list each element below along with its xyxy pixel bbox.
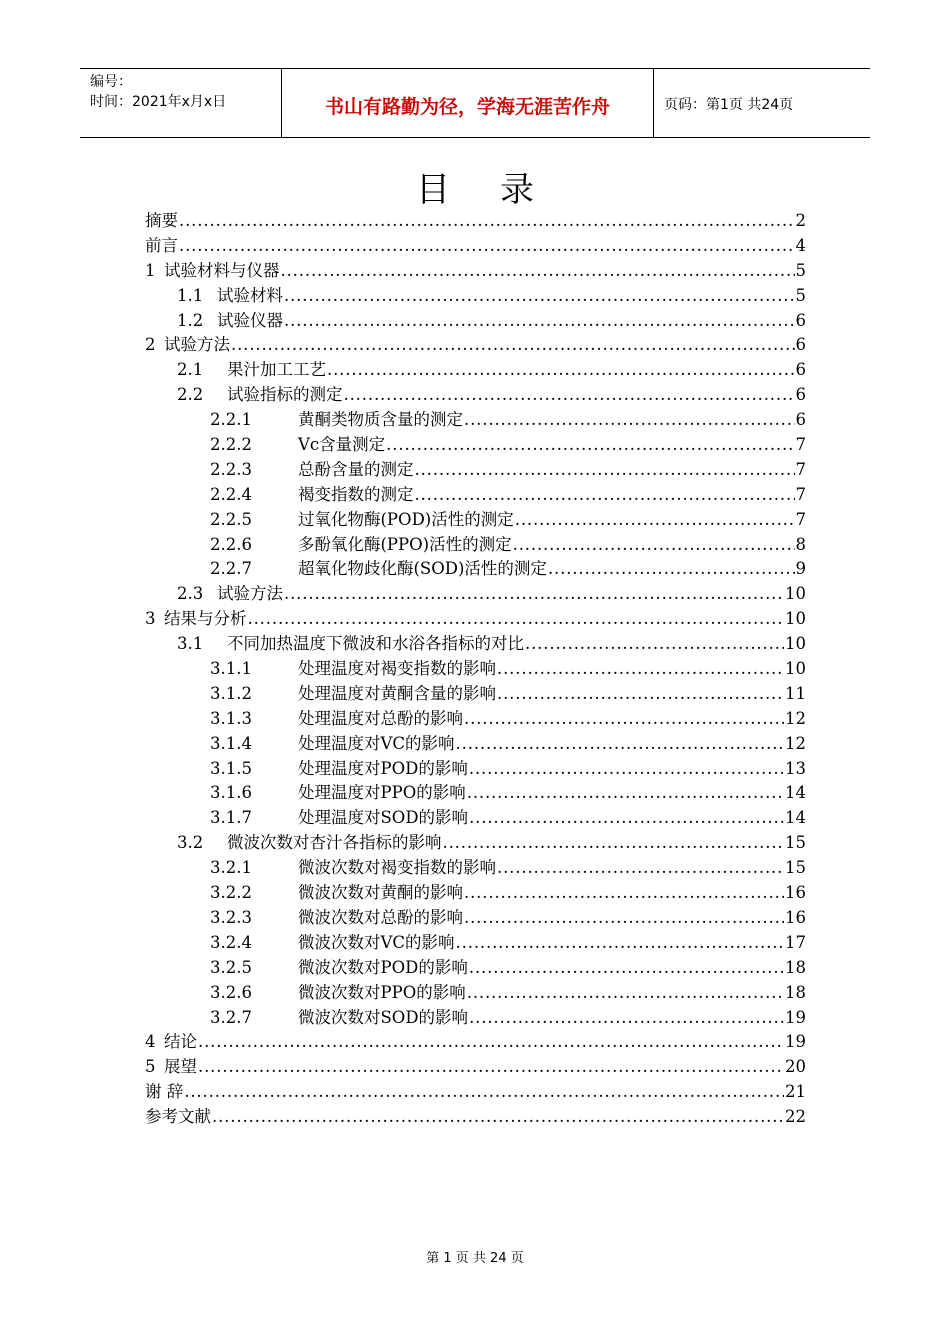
toc-entry-page: 16	[785, 907, 806, 927]
toc-entry-text: 试验指标的测定	[227, 385, 343, 405]
toc-entry-page: 18	[785, 957, 806, 977]
toc-entry-number: 3.1.6	[210, 783, 252, 803]
toc-entry-text: 黄酮类物质含量的测定	[298, 410, 463, 430]
toc-entry[interactable]	[145, 209, 806, 234]
toc-dot-leader	[230, 333, 795, 358]
toc-entry[interactable]	[145, 557, 806, 582]
toc-entry[interactable]	[145, 856, 806, 881]
toc-entry-number: 3.1.2	[210, 683, 252, 703]
toc-entry[interactable]	[145, 956, 806, 981]
toc-entry-number: 5	[145, 1057, 156, 1077]
toc-entry-number: 3.2.2	[210, 883, 252, 903]
toc-entry-number: 4	[145, 1032, 156, 1052]
toc-entry-number: 2.2.5	[210, 509, 252, 529]
toc-dot-leader	[496, 657, 784, 682]
toc-entry[interactable]	[145, 582, 806, 607]
toc-entry-label	[145, 1030, 197, 1055]
toc-entry-page: 2	[795, 211, 806, 230]
time-label: 时间：2021年x月x日	[90, 94, 227, 110]
page-info: 页码：第1页 共24页	[664, 97, 794, 113]
toc-entry-label	[210, 806, 468, 831]
toc-dot-leader	[468, 757, 784, 782]
toc-entry-text: 处理温度对黄酮含量的影响	[298, 683, 496, 703]
toc-entry-label	[177, 284, 283, 309]
toc-entry-text: 处理温度对褐变指数的影响	[298, 659, 496, 679]
toc-entry[interactable]	[145, 806, 806, 831]
toc-dot-leader	[466, 981, 784, 1006]
toc-entry-number: 2	[145, 335, 156, 355]
toc-entry-text: 褐变指数的测定	[298, 484, 414, 504]
toc-entry-number: 3.1	[177, 634, 204, 654]
toc-entry-text: 微波次数对POD的影响	[298, 957, 468, 977]
toc-entry-page: 15	[785, 858, 806, 878]
toc-dot-leader	[178, 234, 795, 259]
toc-dot-leader	[178, 209, 795, 234]
toc-dot-leader	[283, 284, 795, 309]
toc-entry[interactable]	[145, 1105, 806, 1130]
toc-entry[interactable]	[145, 383, 806, 408]
toc-entry-text: 试验材料与仪器	[164, 260, 280, 280]
toc-entry-page: 7	[795, 484, 806, 504]
toc-entry-number: 3.2.5	[210, 957, 252, 977]
toc-entry-text: 试验方法	[164, 335, 230, 355]
toc-entry-page: 21	[785, 1082, 806, 1102]
toc-entry[interactable]	[145, 533, 806, 558]
toc-entry-text: 谢 辞	[145, 1082, 184, 1102]
toc-entry-page: 5	[795, 260, 806, 280]
toc-entry-label	[210, 906, 463, 931]
toc-entry-text: 展望	[164, 1057, 197, 1077]
toc-entry-label	[210, 657, 496, 682]
toc-entry-label	[210, 458, 414, 483]
toc-entry-page: 12	[785, 708, 806, 728]
toc-entry-page: 6	[795, 335, 806, 355]
toc-dot-leader	[385, 433, 794, 458]
toc-dot-leader	[512, 533, 795, 558]
toc-entry-number: 3.2.6	[210, 982, 252, 1002]
toc-entry[interactable]	[145, 881, 806, 906]
toc-entry-label	[177, 582, 283, 607]
document-header	[80, 68, 870, 138]
toc-dot-leader	[414, 483, 795, 508]
toc-entry-page: 8	[795, 534, 806, 554]
table-of-contents	[145, 209, 806, 1130]
toc-dot-leader	[197, 1055, 784, 1080]
toc-entry-label	[145, 607, 247, 632]
serial-label: 编号：	[90, 74, 132, 90]
toc-dot-leader	[283, 309, 795, 334]
toc-entry-page: 9	[795, 559, 806, 579]
toc-entry-text: 微波次数对黄酮的影响	[298, 883, 463, 903]
toc-dot-leader	[183, 1080, 784, 1105]
toc-entry-text: 处理温度对POD的影响	[298, 758, 468, 778]
title-part2: 录	[500, 170, 534, 210]
toc-entry[interactable]	[145, 458, 806, 483]
toc-entry[interactable]	[145, 906, 806, 931]
toc-entry-number: 3.2.3	[210, 907, 252, 927]
toc-entry-label	[210, 781, 466, 806]
toc-entry-text: 微波次数对总酚的影响	[298, 907, 463, 927]
toc-entry-number: 3.2.4	[210, 932, 252, 952]
toc-entry-label	[177, 309, 283, 334]
toc-entry-text: 试验材料	[217, 285, 283, 305]
toc-entry-text: 结果与分析	[164, 609, 247, 629]
toc-dot-leader	[442, 831, 785, 856]
toc-entry[interactable]	[145, 831, 806, 856]
toc-entry-label	[145, 1055, 197, 1080]
toc-entry-label	[210, 931, 455, 956]
toc-entry-text: 总酚含量的测定	[298, 459, 414, 479]
header-motto-cell	[282, 69, 654, 137]
page-title	[0, 162, 950, 211]
toc-entry[interactable]	[145, 657, 806, 682]
toc-entry-label	[210, 981, 466, 1006]
toc-entry-label	[145, 234, 178, 259]
toc-entry-page: 22	[785, 1107, 806, 1127]
toc-entry-label	[210, 408, 463, 433]
toc-entry[interactable]	[145, 259, 806, 284]
toc-entry-text: 处理温度对SOD的影响	[298, 808, 469, 828]
toc-entry-text: 多酚氧化酶(PPO)活性的测定	[298, 534, 512, 554]
toc-entry-label	[177, 632, 524, 657]
toc-dot-leader	[463, 906, 784, 931]
toc-entry-label	[210, 483, 414, 508]
toc-entry-number: 3.2	[177, 833, 204, 853]
toc-entry-number: 2.2.7	[210, 559, 252, 579]
toc-entry-page: 17	[785, 932, 806, 952]
toc-entry-number: 3.1.1	[210, 659, 252, 679]
toc-entry[interactable]	[145, 358, 806, 383]
toc-entry-label	[210, 956, 468, 981]
toc-dot-leader	[247, 607, 785, 632]
toc-entry-page: 14	[785, 808, 806, 828]
toc-entry-page: 13	[785, 758, 806, 778]
toc-dot-leader	[496, 856, 784, 881]
toc-entry-number: 1.2	[177, 310, 204, 330]
toc-entry-page: 5	[795, 285, 806, 305]
toc-entry-label	[145, 1105, 211, 1130]
toc-dot-leader	[468, 956, 784, 981]
toc-entry-text: 参考文献	[145, 1107, 211, 1127]
toc-entry-number: 3.2.7	[210, 1007, 252, 1027]
toc-dot-leader	[468, 1006, 784, 1031]
toc-entry-page: 7	[795, 509, 806, 529]
toc-entry-label	[145, 209, 178, 234]
toc-entry[interactable]	[145, 408, 806, 433]
toc-entry-text: 超氧化物歧化酶(SOD)活性的测定	[298, 559, 547, 579]
toc-entry-text: Vc含量测定	[298, 435, 386, 455]
toc-dot-leader	[466, 781, 784, 806]
header-info-cell	[80, 69, 282, 137]
toc-entry-number: 2.2.1	[210, 410, 252, 430]
toc-entry[interactable]	[145, 309, 806, 334]
toc-dot-leader	[197, 1030, 784, 1055]
toc-entry-label	[210, 732, 455, 757]
toc-entry-label	[210, 557, 547, 582]
toc-dot-leader	[463, 881, 784, 906]
toc-entry[interactable]	[145, 1030, 806, 1055]
page-footer: 第 1 页 共 24 页	[426, 1251, 524, 1266]
toc-dot-leader	[343, 383, 795, 408]
toc-entry-number: 3.2.1	[210, 858, 252, 878]
toc-entry-label	[210, 533, 512, 558]
toc-entry-page: 19	[785, 1007, 806, 1027]
toc-entry[interactable]	[145, 508, 806, 533]
toc-dot-leader	[524, 632, 784, 657]
toc-entry-label	[210, 682, 496, 707]
toc-entry-number: 2.2.4	[210, 484, 252, 504]
toc-entry[interactable]	[145, 1006, 806, 1031]
toc-entry[interactable]	[145, 1080, 806, 1105]
toc-entry-number: 3.1.4	[210, 733, 252, 753]
toc-entry-page: 7	[795, 435, 806, 455]
toc-entry-label	[177, 383, 343, 408]
toc-entry-page: 16	[785, 883, 806, 903]
toc-entry-page: 20	[785, 1057, 806, 1077]
toc-dot-leader	[468, 806, 784, 831]
toc-entry-page: 4	[795, 235, 806, 255]
toc-entry-page: 6	[795, 310, 806, 330]
toc-entry[interactable]	[145, 333, 806, 358]
toc-entry-page: 15	[785, 833, 806, 853]
toc-entry-text: 摘要	[145, 211, 178, 230]
toc-entry-text: 过氧化物酶(POD)活性的测定	[298, 509, 514, 529]
toc-entry-text: 微波次数对杏汁各指标的影响	[227, 833, 442, 853]
toc-entry-text: 处理温度对PPO的影响	[298, 783, 466, 803]
toc-entry-number: 2.2	[177, 385, 204, 405]
toc-entry-page: 6	[795, 410, 806, 430]
toc-entry-number: 3.1.3	[210, 708, 252, 728]
toc-entry-text: 前言	[145, 235, 178, 255]
toc-entry-text: 处理温度对总酚的影响	[298, 708, 463, 728]
toc-entry-text: 微波次数对PPO的影响	[298, 982, 466, 1002]
toc-entry-label	[145, 259, 280, 284]
toc-dot-leader	[455, 732, 784, 757]
toc-entry-page: 7	[795, 459, 806, 479]
toc-entry-label	[177, 358, 326, 383]
toc-entry[interactable]	[145, 632, 806, 657]
toc-dot-leader	[455, 931, 784, 956]
toc-dot-leader	[326, 358, 795, 383]
toc-entry-number: 3.1.7	[210, 808, 252, 828]
toc-dot-leader	[463, 707, 784, 732]
toc-dot-leader	[280, 259, 795, 284]
title-part1: 目	[416, 170, 450, 210]
toc-entry-number: 2.2.2	[210, 435, 252, 455]
toc-entry-page: 10	[785, 659, 806, 679]
toc-entry-page: 6	[795, 385, 806, 405]
toc-entry-text: 微波次数对SOD的影响	[298, 1007, 469, 1027]
toc-entry[interactable]	[145, 707, 806, 732]
toc-dot-leader	[283, 582, 784, 607]
toc-entry-number: 2.2.3	[210, 459, 252, 479]
toc-entry-label	[210, 881, 463, 906]
toc-entry-label	[177, 831, 442, 856]
toc-dot-leader	[414, 458, 795, 483]
toc-entry-text: 微波次数对VC的影响	[298, 932, 455, 952]
toc-entry-page: 10	[785, 584, 806, 604]
toc-entry-number: 2.3	[177, 584, 204, 604]
toc-entry[interactable]	[145, 757, 806, 782]
toc-entry-number: 1	[145, 260, 156, 280]
toc-entry-label	[210, 707, 463, 732]
toc-dot-leader	[496, 682, 784, 707]
toc-entry-page: 14	[785, 783, 806, 803]
toc-entry-label	[210, 856, 496, 881]
toc-entry-page: 18	[785, 982, 806, 1002]
toc-entry-page: 6	[795, 360, 806, 380]
toc-entry-number: 3.1.5	[210, 758, 252, 778]
toc-dot-leader	[463, 408, 795, 433]
toc-dot-leader	[547, 557, 795, 582]
toc-entry[interactable]	[145, 433, 806, 458]
toc-entry[interactable]	[145, 732, 806, 757]
motto: 书山有路勤为径，学海无涯苦作舟	[324, 96, 610, 118]
toc-entry-page: 19	[785, 1032, 806, 1052]
toc-entry[interactable]	[145, 607, 806, 632]
toc-entry-text: 不同加热温度下微波和水浴各指标的对比	[227, 634, 524, 654]
toc-dot-leader	[211, 1105, 784, 1130]
toc-entry-label	[210, 757, 468, 782]
toc-entry-text: 试验仪器	[217, 310, 283, 330]
toc-entry-label	[145, 1080, 183, 1105]
toc-entry-text: 处理温度对VC的影响	[298, 733, 455, 753]
toc-entry-number: 3	[145, 609, 156, 629]
toc-entry-number: 2.2.6	[210, 534, 252, 554]
toc-entry-text: 微波次数对褐变指数的影响	[298, 858, 496, 878]
toc-entry-text: 结论	[164, 1032, 197, 1052]
toc-entry[interactable]	[145, 483, 806, 508]
toc-entry[interactable]	[145, 234, 806, 259]
toc-entry[interactable]	[145, 1055, 806, 1080]
toc-entry[interactable]	[145, 682, 806, 707]
toc-entry-text: 果汁加工工艺	[227, 360, 326, 380]
header-page-cell	[654, 69, 870, 137]
toc-entry-page: 10	[785, 634, 806, 654]
toc-entry[interactable]	[145, 931, 806, 956]
toc-entry-label	[145, 333, 230, 358]
toc-entry-page: 10	[785, 609, 806, 629]
toc-entry[interactable]	[145, 781, 806, 806]
toc-entry-text: 试验方法	[217, 584, 283, 604]
toc-entry-label	[210, 433, 385, 458]
toc-entry-page: 11	[785, 683, 806, 703]
toc-entry-number: 1.1	[177, 285, 204, 305]
toc-entry-label	[210, 508, 514, 533]
toc-entry[interactable]	[145, 981, 806, 1006]
toc-dot-leader	[514, 508, 795, 533]
toc-entry[interactable]	[145, 284, 806, 309]
toc-entry-page: 12	[785, 733, 806, 753]
toc-entry-label	[210, 1006, 468, 1031]
toc-entry-number: 2.1	[177, 360, 204, 380]
